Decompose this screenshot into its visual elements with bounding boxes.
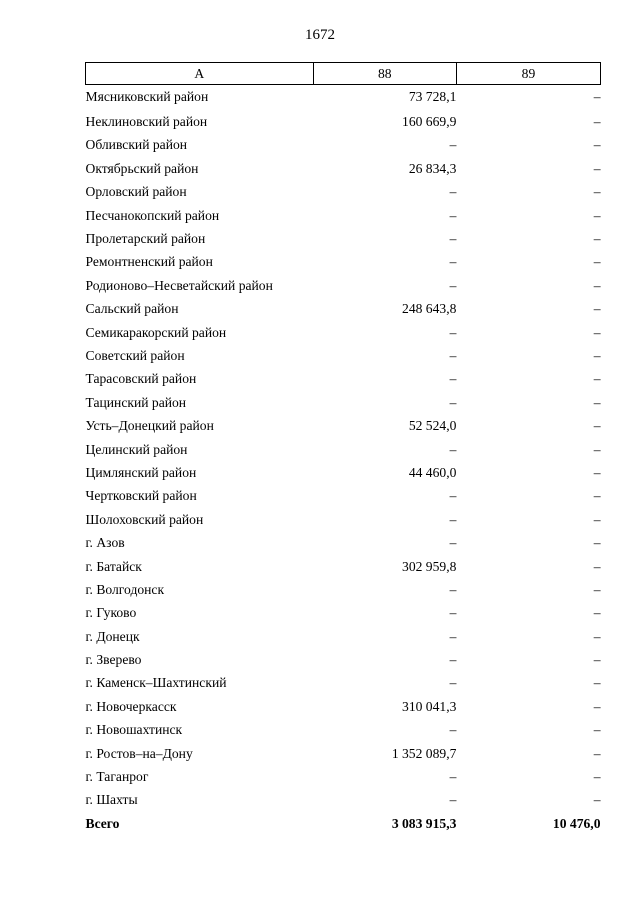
value-88-cell: 302 959,8 bbox=[402, 558, 457, 574]
row-name-cell: Чертковский район bbox=[85, 488, 197, 504]
table-row bbox=[86, 251, 601, 274]
table-row bbox=[86, 321, 601, 344]
table-row bbox=[86, 181, 601, 204]
row-name-cell: г. Донецк bbox=[85, 628, 140, 644]
value-89-cell: – bbox=[593, 114, 601, 130]
value-89-cell: – bbox=[593, 698, 601, 714]
row-name-cell: Неклиновский район bbox=[85, 114, 208, 130]
row-name-cell: Орловский район bbox=[85, 184, 187, 200]
value-89-cell: 10 476,0 bbox=[552, 815, 601, 831]
value-88-cell: 73 728,1 bbox=[408, 88, 457, 104]
value-88-cell: – bbox=[449, 441, 457, 457]
table-row bbox=[86, 438, 601, 461]
table-row bbox=[86, 719, 601, 742]
table-row bbox=[86, 578, 601, 601]
value-89-cell: – bbox=[593, 488, 601, 504]
value-88-cell: – bbox=[449, 581, 457, 597]
table-row bbox=[86, 485, 601, 508]
table-row bbox=[86, 157, 601, 180]
table-row bbox=[86, 672, 601, 695]
value-88-cell: – bbox=[449, 254, 457, 270]
value-89-cell: – bbox=[593, 347, 601, 363]
table-row bbox=[86, 368, 601, 391]
row-name-cell: г. Волгодонск bbox=[85, 581, 165, 597]
total-row bbox=[86, 812, 601, 835]
value-89-cell: – bbox=[593, 464, 601, 480]
row-name-cell: г. Гуково bbox=[85, 605, 137, 621]
row-name-cell: Песчанокопский район bbox=[85, 207, 220, 223]
value-89-cell: – bbox=[593, 722, 601, 738]
value-89-cell: – bbox=[593, 301, 601, 317]
table-row bbox=[86, 765, 601, 788]
data-table bbox=[85, 62, 601, 836]
row-name-cell: г. Шахты bbox=[85, 792, 138, 808]
row-name-cell: Октябрьский район bbox=[85, 160, 199, 176]
value-88-cell: – bbox=[449, 675, 457, 691]
table-row bbox=[86, 414, 601, 437]
value-88-cell: – bbox=[449, 488, 457, 504]
row-name-cell: Всего bbox=[85, 815, 120, 831]
row-name-cell: Целинский район bbox=[85, 441, 188, 457]
value-88-cell: 52 524,0 bbox=[408, 418, 457, 434]
value-88-cell: – bbox=[449, 511, 457, 527]
row-name-cell: Усть–Донецкий район bbox=[85, 418, 214, 434]
value-88-cell: 248 643,8 bbox=[402, 301, 457, 317]
table-row bbox=[86, 742, 601, 765]
value-88-cell: 3 083 915,3 bbox=[391, 815, 457, 831]
value-88-cell: – bbox=[449, 722, 457, 738]
row-name-cell: Советский район bbox=[85, 347, 185, 363]
table-row bbox=[86, 134, 601, 157]
page-number: 1672 bbox=[305, 27, 335, 43]
value-88-cell: 26 834,3 bbox=[408, 160, 457, 176]
table-row bbox=[86, 648, 601, 671]
row-name-cell: Цимлянский район bbox=[85, 464, 197, 480]
value-88-cell: – bbox=[449, 184, 457, 200]
row-name-cell: Пролетарский район bbox=[85, 231, 206, 247]
value-89-cell: – bbox=[593, 277, 601, 293]
value-89-cell: – bbox=[593, 371, 601, 387]
row-name-cell: г. Азов bbox=[85, 535, 125, 551]
value-88-cell: – bbox=[449, 652, 457, 668]
value-88-cell: – bbox=[449, 371, 457, 387]
value-89-cell: – bbox=[593, 88, 601, 104]
value-89-cell: – bbox=[593, 558, 601, 574]
value-88-cell: – bbox=[449, 769, 457, 785]
table-row bbox=[86, 108, 601, 133]
row-name-cell: Обливский район bbox=[85, 137, 188, 153]
value-88-cell: – bbox=[449, 207, 457, 223]
column-header-a: А bbox=[86, 63, 314, 85]
table-row bbox=[86, 344, 601, 367]
value-88-cell: – bbox=[449, 277, 457, 293]
value-89-cell: – bbox=[593, 581, 601, 597]
value-89-cell: – bbox=[593, 394, 601, 410]
value-88-cell: – bbox=[449, 347, 457, 363]
value-88-cell: – bbox=[449, 792, 457, 808]
value-89-cell: – bbox=[593, 745, 601, 761]
table-row bbox=[86, 789, 601, 812]
row-name-cell: г. Таганрог bbox=[85, 769, 149, 785]
row-name-cell: Семикаракорский район bbox=[85, 324, 227, 340]
value-88-cell: 160 669,9 bbox=[402, 114, 457, 130]
table-body bbox=[86, 85, 601, 836]
value-89-cell: – bbox=[593, 511, 601, 527]
table-row bbox=[86, 227, 601, 250]
table-row bbox=[86, 85, 601, 109]
table-row bbox=[86, 508, 601, 531]
value-89-cell: – bbox=[593, 535, 601, 551]
value-88-cell: – bbox=[449, 394, 457, 410]
table-row bbox=[86, 531, 601, 554]
row-name-cell: Тарасовский район bbox=[85, 371, 197, 387]
table-row bbox=[86, 625, 601, 648]
table-row bbox=[86, 555, 601, 578]
value-88-cell: – bbox=[449, 535, 457, 551]
row-name-cell: г. Каменск–Шахтинский bbox=[85, 675, 227, 691]
value-89-cell: – bbox=[593, 324, 601, 340]
table-row bbox=[86, 391, 601, 414]
table-row bbox=[86, 602, 601, 625]
value-88-cell: – bbox=[449, 324, 457, 340]
value-89-cell: – bbox=[593, 792, 601, 808]
row-name-cell: Шолоховский район bbox=[85, 511, 204, 527]
value-88-cell: 1 352 089,7 bbox=[391, 745, 457, 761]
value-89-cell: – bbox=[593, 675, 601, 691]
value-88-cell: – bbox=[449, 628, 457, 644]
value-89-cell: – bbox=[593, 207, 601, 223]
row-name-cell: Сальский район bbox=[85, 301, 179, 317]
row-name-cell: г. Зверево bbox=[85, 652, 142, 668]
value-89-cell: – bbox=[593, 605, 601, 621]
column-header-89: 89 bbox=[456, 63, 600, 85]
value-89-cell: – bbox=[593, 137, 601, 153]
value-88-cell: – bbox=[449, 605, 457, 621]
row-name-cell: Ремонтненский район bbox=[85, 254, 213, 270]
row-name-cell: г. Батайск bbox=[85, 558, 142, 574]
row-name-cell: Мясниковский район bbox=[85, 88, 209, 104]
row-name-cell: г. Новочеркасск bbox=[85, 698, 177, 714]
table-row bbox=[86, 461, 601, 484]
table-row bbox=[86, 204, 601, 227]
value-88-cell: 310 041,3 bbox=[402, 698, 457, 714]
value-89-cell: – bbox=[593, 160, 601, 176]
value-88-cell: – bbox=[449, 137, 457, 153]
value-89-cell: – bbox=[593, 418, 601, 434]
value-88-cell: – bbox=[449, 231, 457, 247]
value-89-cell: – bbox=[593, 184, 601, 200]
table-row bbox=[86, 695, 601, 718]
value-89-cell: – bbox=[593, 652, 601, 668]
table-row bbox=[86, 298, 601, 321]
value-89-cell: – bbox=[593, 628, 601, 644]
row-name-cell: Тацинский район bbox=[85, 394, 187, 410]
value-89-cell: – bbox=[593, 254, 601, 270]
column-header-88: 88 bbox=[313, 63, 456, 85]
value-88-cell: 44 460,0 bbox=[408, 464, 457, 480]
row-name-cell: г. Новошахтинск bbox=[85, 722, 183, 738]
value-89-cell: – bbox=[593, 441, 601, 457]
row-name-cell: Родионово–Несветайский район bbox=[85, 277, 273, 293]
table-row bbox=[86, 274, 601, 297]
value-89-cell: – bbox=[593, 231, 601, 247]
row-name-cell: г. Ростов–на–Дону bbox=[85, 745, 193, 761]
table-header-row bbox=[86, 63, 601, 85]
value-89-cell: – bbox=[593, 769, 601, 785]
